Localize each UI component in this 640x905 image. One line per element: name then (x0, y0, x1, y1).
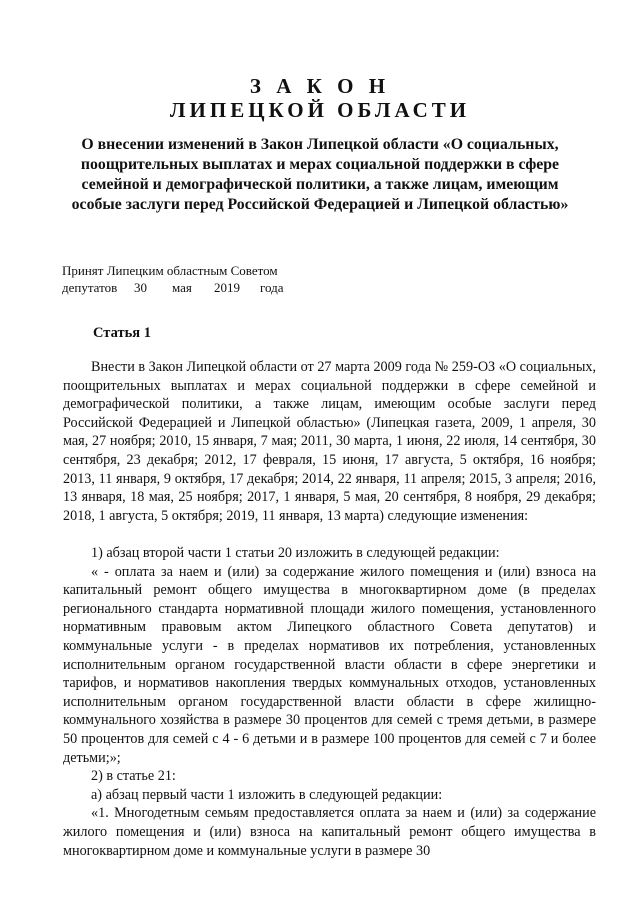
law-title: З А К О Н (249, 74, 391, 98)
law-subtitle: О внесении изменений в Закон Липецкой области «О социальных, поощрительных выплатах и мерах социальной поддержки в сфере семейной и демографической политики, а также лицам, имеющим особые заслуги перед Российской Федерацией и Липецкой областью» (71, 136, 569, 213)
adoption-line2 (62, 279, 284, 296)
law-region: ЛИПЕЦКОЙ ОБЛАСТИ (169, 98, 471, 122)
adoption-day: 30 (134, 280, 147, 295)
item1-text: « - оплата за наем и (или) за содержание жилого помещения и (или) взноса на капитальный ремонт общего имущества в многоквартирном доме (в пределах регионального стандарта нормативной площади жилого помещения, установленного нормативным правовым актом Липецкого областного Совета депутатов) и коммунальные услуги - в пределах нормативов их потребления, установленных исполнительным органом государственной власти области в сфере энергетики и тарифов, и нормативов накопления твердых коммунальных отходов, установленных исполнительным органом государственной власти области в сфере жилищно-коммунального хозяйства в размере 30 процентов для семей с тремя детьми, в размере 50 процентов для семей с 4 - 6 детьми и в размере 100 процентов для семей с 7 и более детьми;»; (63, 563, 596, 766)
adoption-year: 2019 (214, 280, 240, 295)
adoption-word-year: года (260, 280, 284, 295)
article-heading: Статья 1 (93, 325, 151, 341)
item1-heading: 1) абзац второй части 1 статьи 20 изложить в следующей редакции: (91, 545, 500, 561)
adoption-month: мая (172, 280, 192, 295)
amendments-list (63, 544, 596, 860)
adoption-word-deputies: депутатов (62, 280, 118, 295)
item2a-text: «1. Многодетным семьям предоставляется оплата за наем и (или) за содержание жилого помещения и (или) взноса на капитальный ремонт общего имущества в многоквартирном доме и коммунальные услуги в размере 30 (63, 805, 596, 859)
item2a-heading: а) абзац первый части 1 изложить в следующей редакции: (91, 786, 443, 803)
adoption-line1: Принят Липецким областным Советом (62, 263, 278, 278)
adoption-note (62, 262, 284, 296)
intro-paragraph: Внести в Закон Липецкой области от 27 марта 2009 года № 259-ОЗ «О социальных, поощрительных выплатах и мерах социальной поддержки в сфере семейной и демографической политики, а также лицам, имеющим особые заслуги перед Российской Федерацией и Липецкой областью» (Липецкая газета, 2009, 1 апреля, 30 мая, 27 ноября; 2010, 15 января, 7 мая; 2011, 30 марта, 1 июня, 22 июля, 14 сентября, 30 сентября, 23 декабря; 2012, 17 февраля, 15 июня, 17 августа, 5 октября, 16 ноября; 2013, 11 января, 9 октября, 17 декабря; 2014, 22 января, 11 апреля; 2015, 3 апреля; 2016, 13 января, 18 мая, 25 ноября; 2017, 1 января, 5 мая, 20 сентября, 8 ноября, 29 декабря; 2018, 1 августа, 5 октября; 2019, 11 января, 13 марта) следующие изменения: (63, 359, 596, 524)
item2-heading: 2) в статье 21: (91, 768, 176, 785)
article-intro (63, 358, 596, 525)
